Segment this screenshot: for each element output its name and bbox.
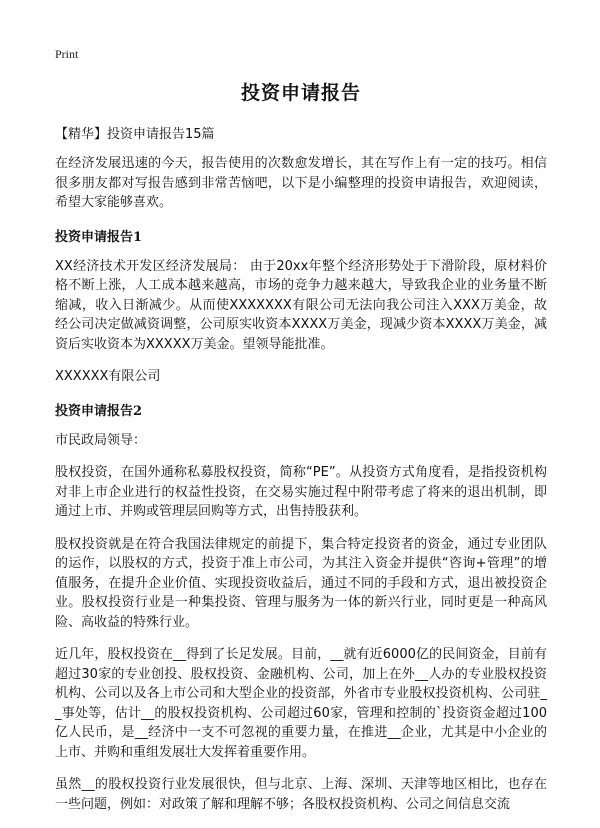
section-heading-2: 投资申请报告2 [55, 403, 143, 419]
document-page [55, 78, 547, 827]
section-2-greeting: 市民政局领导： [55, 432, 147, 448]
section-2-paragraph-1: 股权投资，在国外通称私募股权投资，简称“PE”。从投资方式角度看，是指投资机构对非上市企业进行的权益性投资，在交易实施过程中附带考虑了将来的退出机制，即通过上市、并购或管理层回购等方式，出售持股获利。 [55, 465, 547, 519]
section-1-body: XX经济技术开发区经济发展局： 由于20xx年整个经济形势处于下滑阶段，原材料价格不断上涨，人工成本越来越高，市场的竞争力越来越大，导致我企业的业务量不断缩减，收入日渐减少。从而使XXXXXXX有限公司无法向我公司注入XXX万美金，故经公司决定做减资调整，公司原实收资本XXXX万美金，现减少资本XXXX万美金，减资后实收资本为XXXXX万美金。望领导能批准。 [55, 258, 547, 352]
section-2-paragraph-3: 近几年，股权投资在__得到了长足发展。目前，__就有近6000亿的民间资金，目前有超过30家的专业创投、股权投资、金融机构、公司，加上在外__人办的专业股权投资机构、公司以及各上市公司和大型企业的投资部，外省市专业股权投资机构、公司驻__事处等，估计__的股权投资机构、公司超过60家，管理和控制的`投资资金超过100亿人民币，是__经济中一支不可忽视的重要力量，在推进__企业，尤其是中小企业的上市、并购和重组发展壮大发挥着重要作用。 [55, 647, 547, 760]
intro-paragraph: 在经济发展迅速的今天，报告使用的次数愈发增长，其在写作上有一定的技巧。相信很多朋友都对写报告感到非常苦恼吧，以下是小编整理的投资申请报告，欢迎阅读，希望大家能够喜欢。 [55, 156, 547, 210]
section-2-paragraph-4: 虽然__的股权投资行业发展很快，但与北京、上海、深圳、天津等地区相比，也存在一些问题，例如：对政策了解和理解不够；各股权投资机构、公司之间信息交流 [55, 777, 547, 812]
page-title: 投资申请报告 [240, 82, 361, 104]
print-link[interactable]: Print [55, 47, 79, 61]
document-subtitle: 【精华】投资申请报告15篇 [55, 127, 215, 142]
section-heading-1: 投资申请报告1 [55, 229, 143, 245]
section-1-signature: XXXXXX有限公司 [55, 369, 161, 384]
section-2-paragraph-2: 股权投资就是在符合我国法律规定的前提下，集合特定投资者的资金，通过专业团队的运作，以股权的方式，投资于准上市公司，为其注入资金并提供“咨询+管理”的增值服务，在提升企业价值、实现投资收益后，通过不同的手段和方式，退出被投资企业。股权投资行业是一种集投资、管理与服务为一体的新兴行业，同时更是一种高风险、高收益的特殊行业。 [55, 536, 547, 630]
